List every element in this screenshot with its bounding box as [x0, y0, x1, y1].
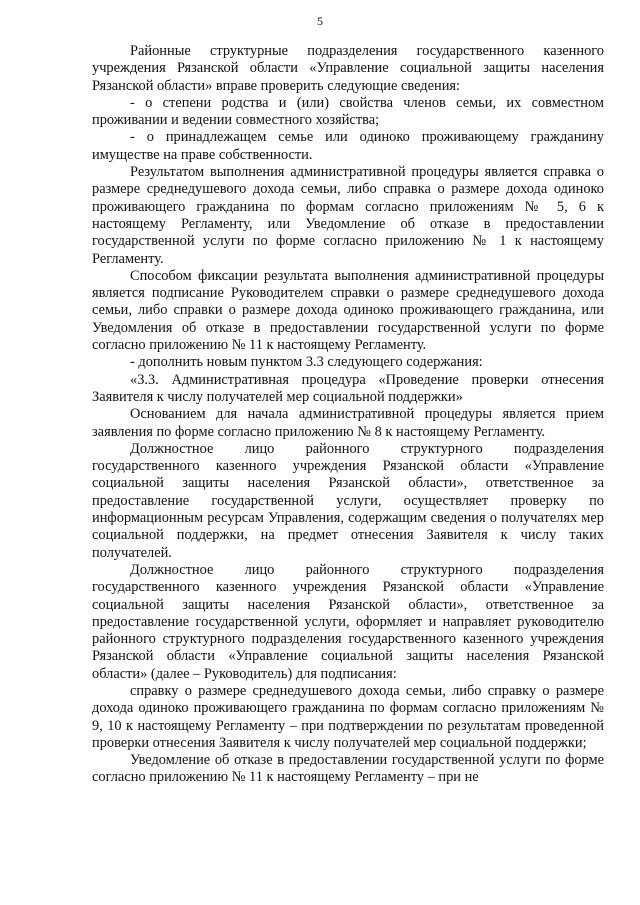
paragraph-district-units: Районные структурные подразделения государственного казенного учреждения Рязанской области «Управление социальной защиты населения Рязанской области» вправе проверить следующие сведения:: [92, 43, 604, 94]
paragraph-procedure-basis: Основанием для начала административной процедуры является прием заявления по форме согласно приложению № 8 к настоящему Регламенту.: [92, 406, 604, 440]
paragraph-add-clause: - дополнить новым пунктом 3.3 следующего содержания:: [130, 354, 483, 371]
body-text: [92, 43, 604, 787]
paragraph-property-item: - о принадлежащем семье или одиноко проживающему гражданину имуществе на праве собственности.: [92, 129, 604, 163]
paragraph-refusal-notice: Уведомление об отказе в предоставлении государственной услуги по форме согласно приложению № 11 к настоящему Регламенту – при не: [92, 752, 604, 786]
paragraph-clause-3-3-heading: «3.3. Административная процедура «Проведение проверки отнесения Заявителя к числу получателей мер социальной поддержки»: [92, 371, 604, 405]
paragraph-result-fixation: Способом фиксации результата выполнения административной процедуры является подписание Руководителем справки о размере среднедушевого дохода семьи, либо справки о размере дохода одиноко проживающего гражданина, или Уведомления об отказе в предоставлении государственной услуги по форме согласно приложению № 11 к настоящему Регламенту.: [92, 267, 604, 354]
paragraph-official-forwards: Должностное лицо районного структурного подразделения государственного казенного учреждения Рязанской области «Управление социальной защиты населения Рязанской области», ответственное за предоставление государственной услуги, оформляет и направляет руководителю районного структурного подразделения государственного казенного учреждения Рязанской области «Управление социальной защиты населения Рязанской области» (далее – Руководитель) для подписания:: [92, 561, 604, 682]
page-number: 5: [317, 14, 323, 28]
paragraph-procedure-result: Результатом выполнения административной процедуры является справка о размере среднедушевого дохода семьи, либо справка о размере дохода одиноко проживающего гражданина по формам согласно приложениям № 5, 6 к настоящему Регламенту, или Уведомление об отказе в предоставлении государственной услуги по форме согласно приложению № 1 к настоящему Регламенту.: [92, 164, 604, 267]
paragraph-official-check: Должностное лицо районного структурного подразделения государственного казенного учреждения Рязанской области «Управление социальной защиты населения Рязанской области», ответственное за предоставление государственной услуги, осуществляет проверку по информационным ресурсам Управления, содержащим сведения о получателях мер социальной поддержки, на предмет отнесения Заявителя к числу таких получателей.: [92, 440, 604, 561]
paragraph-income-certificate: справку о размере среднедушевого дохода семьи, либо справку о размере дохода одиноко проживающего гражданина по формам согласно приложениям № 9, 10 к настоящему Регламенту – при подтверждении по результатам проведенной проверки отнесения Заявителя к числу получателей мер социальной поддержки;: [92, 682, 604, 751]
paragraph-kinship-item: - о степени родства и (или) свойства членов семьи, их совместном проживании и ведении совместного хозяйства;: [92, 94, 604, 129]
